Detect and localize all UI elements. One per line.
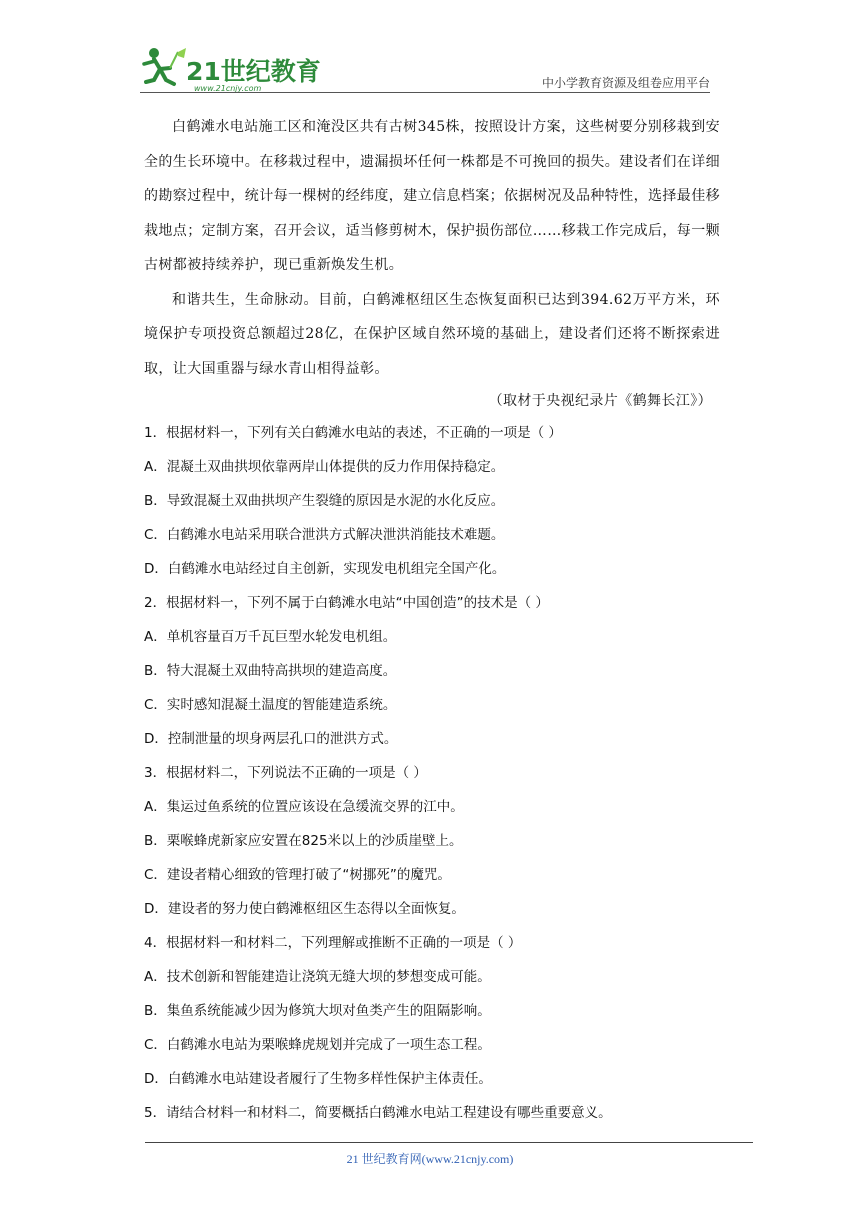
logo-url: www.21cnjy.com	[194, 84, 262, 93]
question-stem: 3．根据材料二，下列说法不正确的一项是（ ）	[144, 765, 427, 781]
question-stem: 2．根据材料一，下列不属于白鹤滩水电站“中国创造”的技术是（ ）	[144, 595, 549, 611]
question-stem: 4．根据材料一和材料二，下列理解或推断不正确的一项是（ ）	[144, 935, 522, 951]
site-logo[interactable]	[140, 40, 320, 96]
passage-source: （取材于央视纪录片《鹤舞长江》）	[488, 393, 712, 409]
option-b: B．集鱼系统能减少因为修筑大坝对鱼类产生的阻隔影响。	[144, 1003, 491, 1019]
option-a: A．单机容量百万千瓦巨型水轮发电机组。	[144, 629, 397, 645]
footer-divider	[145, 1142, 753, 1143]
question-1	[144, 416, 720, 586]
option-c: C．白鹤滩水电站为栗喉蜂虎规划并完成了一项生态工程。	[144, 1037, 491, 1053]
option-a: A．混凝土双曲拱坝依靠两岸山体提供的反力作用保持稳定。	[144, 459, 505, 475]
option-d: D．建设者的努力使白鹤滩枢纽区生态得以全面恢复。	[144, 901, 465, 917]
question-stem: 5．请结合材料一和材料二，简要概括白鹤滩水电站工程建设有哪些重要意义。	[144, 1105, 612, 1121]
page-header	[0, 0, 860, 100]
option-c: C．实时感知混凝土温度的智能建造系统。	[144, 697, 397, 713]
header-divider	[140, 92, 710, 93]
question-4	[144, 926, 720, 1096]
option-d: D．白鹤滩水电站建设者履行了生物多样性保护主体责任。	[144, 1071, 492, 1087]
option-d: D．白鹤滩水电站经过自主创新，实现发电机组完全国产化。	[144, 561, 506, 577]
option-b: B．栗喉蜂虎新家应安置在825米以上的沙质崖壁上。	[144, 833, 463, 849]
document-body	[144, 110, 720, 1130]
option-b: B．特大混凝土双曲特高拱坝的建造高度。	[144, 663, 397, 679]
footer-link[interactable]: 21 世纪教育网(www.21cnjy.com)	[346, 1152, 514, 1166]
option-a: A．集运过鱼系统的位置应该设在急缓流交界的江中。	[144, 799, 464, 815]
question-2	[144, 586, 720, 756]
passage-paragraph-1: 白鹤滩水电站施工区和淹没区共有古树345株，按照设计方案，这些树要分别移栽到安全的生长环境中。在移栽过程中，遗漏损坏任何一株都是不可挽回的损失。建设者们在详细的勘察过程中，统计每一棵树的经纬度，建立信息档案；依据树况及品种特性，选择最佳移栽地点；定制方案，召开会议，适当修剪树木，保护损伤部位……移栽工作完成后，每一颗古树都被持续养护，现已重新焕发生机。	[144, 119, 720, 273]
question-3	[144, 756, 720, 926]
option-c: C．白鹤滩水电站采用联合泄洪方式解决泄洪消能技术难题。	[144, 527, 505, 543]
option-d: D．控制泄量的坝身两层孔口的泄洪方式。	[144, 731, 398, 747]
passage-paragraph-2: 和谐共生，生命脉动。目前，白鹤滩枢纽区生态恢复面积已达到394.62万平方米，环境保护专项投资总额超过28亿，在保护区域自然环境的基础上，建设者们还将不断探索进取，让大国重器与绿水青山相得益彰。	[144, 291, 720, 377]
platform-name: 中小学教育资源及组卷应用平台	[541, 76, 710, 90]
question-stem: 1．根据材料一，下列有关白鹤滩水电站的表述，不正确的一项是（ ）	[144, 425, 562, 441]
logo-text: 21世纪教育	[186, 57, 321, 86]
option-b: B．导致混凝土双曲拱坝产生裂缝的原因是水泥的水化反应。	[144, 493, 505, 509]
runner-logo-icon	[140, 44, 186, 90]
option-a: A．技术创新和智能建造让浇筑无缝大坝的梦想变成可能。	[144, 969, 491, 985]
option-c: C．建设者精心细致的管理打破了“树挪死”的魔咒。	[144, 867, 451, 883]
question-5	[144, 1096, 720, 1130]
